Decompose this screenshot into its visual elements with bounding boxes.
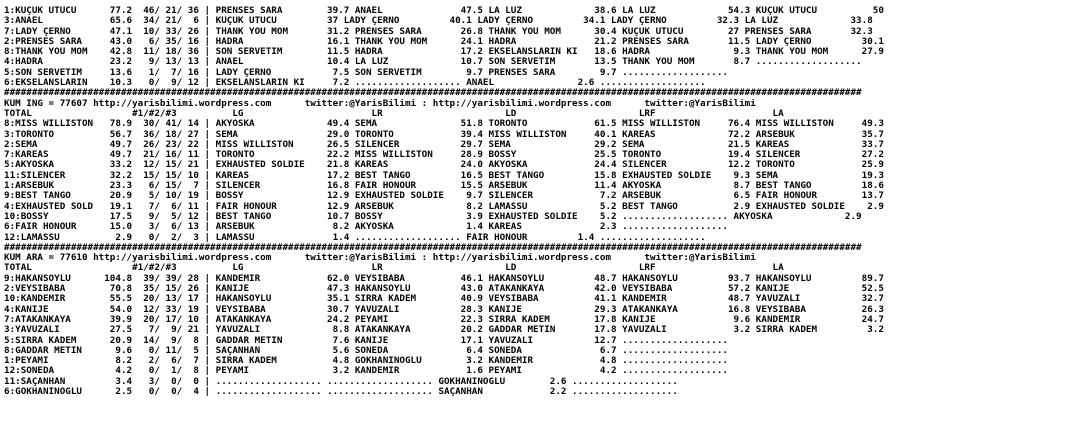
column-header-line: TOTAL #1/#2/#3 LG LR LD LRF LA: [4, 263, 784, 274]
text-line: 9:BEST TANGO 20.9 5/ 10/ 19 | BOSSY 12.9 EXHAUSTED SOLDIE 9.7 SILENCER 7.2 ARSEBÜK 6.5 FAIR HONOUR 13.7: [4, 191, 884, 202]
text-line: 1:KÜÇÜK ÜTÜCÜ 77.2 46/ 21/ 36 | PRENSES SARA 39.7 ANAEL 47.5 LA LUZ 38.6 LA LUZ 54.3 KÜÇÜK ÜTÜCÜ 50: [4, 6, 884, 16]
text-line: 4:KANİJE 54.0 12/ 33/ 19 | VEYSİBABA 30.7 YAVUZALİ 28.3 KANİJE 29.3 ATAKANKAYA 16.8 VEYSİBABA 26.3: [4, 304, 884, 315]
race-header-line: KUM İNG = 77607 http://yarisbilimi.wordpress.com twitter:@YarisBilimi : http://yarisbilimi.wordpress.com twitter:@YarisBilimi: [4, 98, 756, 109]
text-line: 2:VEYSİBABA 70.8 35/ 15/ 26 | KANİJE 47.3 HAKANSOYLU 43.0 ATAKANKAYA 42.0 VEYSİBABA 57.2 KANİJE 52.5: [4, 284, 884, 295]
text-line: 10:BOSSY 17.5 9/ 5/ 12 | BEST TANGO 10.7 BOSSY 3.9 EXHAUSTED SOLDIE 5.2 ................... AKYOSKA 2.9: [4, 211, 862, 222]
text-line: 1:ARSEBÜK 23.3 6/ 15/ 7 | SILENCER 16.8 FAIR HONOUR 15.5 ARSEBÜK 11.4 AKYOSKA 8.7 BEST TANGO 18.6: [4, 181, 884, 192]
text-line: 2:PRENSES SARA 43.0 6/ 35/ 16 | HADRA 16.1 THANK YOU MOM 24.1 HADRA 21.2 PRENSES SARA 11.5 LADY ÇERNO 30.1: [4, 36, 884, 47]
text-line: 5:SON SERVETİM 13.6 1/ 7/ 16 | LADY ÇERNO 7.5 SON SERVETİM 9.7 PRENSES SARA 9.7 ...................: [4, 67, 728, 78]
text-line: 12:SONEDA 4.2 0/ 1/ 8 | PEYAMİ 3.2 KANDEMİR 1.6 PEYAMİ 4.2 ...................: [4, 366, 728, 377]
text-line: 3:TORONTO 56.7 36/ 18/ 27 | SEMA 29.0 TORONTO 39.4 MISS WILLISTON 40.1 KAREAS 72.2 ARSEBÜK 35.7: [4, 129, 884, 140]
text-line: 8:MISS WILLISTON 78.9 30/ 41/ 14 | AKYOSKA 49.4 SEMA 51.8 TORONTO 61.5 MISS WILLISTON 76.4 MISS WILLISTON 49.3: [4, 119, 884, 130]
race-header-line: KUM ARA = 77610 http://yarisbilimi.wordpress.com twitter:@YarisBilimi : http://yarisbilimi.wordpress.com twitter:@YarisBilimi: [4, 253, 756, 264]
text-line: 2:SEMA 49.7 26/ 23/ 22 | MISS WILLISTON 26.5 SILENCER 29.7 SEMA 29.2 SEMA 21.5 KAREAS 33.7: [4, 139, 884, 150]
text-line: 9:HAKANSOYLU 104.8 39/ 39/ 28 | KANDEMİR 62.0 VEYSİBABA 46.1 HAKANSOYLU 48.7 HAKANSOYLU 93.7 HAKANSOYLU 89.7: [4, 273, 884, 284]
separator-line: ##########################################################################################################################################################: [4, 88, 862, 99]
text-line: 5:SIRRA KADEM 20.9 14/ 9/ 8 | GADDAR METİN 7.6 KANİJE 17.1 YAVUZALİ 12.7 ...................: [4, 335, 728, 346]
text-line: 11:SAÇANHAN 3.4 3/ 0/ 0 | ................... ................... GÖKHANINOĞLU 2.6 ...................: [4, 376, 678, 387]
separator-line: ##########################################################################################################################################################: [4, 242, 862, 253]
text-line: 8:THANK YOU MOM 42.8 11/ 18/ 36 | SON SERVETİM 11.5 HADRA 17.2 EKSELANSLARIN KI 18.6 HADRA 9.3 THANK YOU MOM 27.9: [4, 47, 884, 58]
text-line: 6:GÖKHANINOĞLU 2.5 0/ 0/ 4 | ................... ................... SAÇANHAN 2.2 ...................: [4, 386, 678, 397]
text-line: 8:GADDAR METİN 9.6 0/ 11/ 5 | SAÇANHAN 5.6 SONEDA 6.4 SONEDA 6.7 ...................: [4, 345, 728, 356]
text-line: 6:EKSELANSLARIN 10.3 0/ 9/ 12 | EKSELANSLARIN KI 7.2 ................... ANAEL 2.6 ...................: [4, 78, 706, 89]
text-line: 12:LAMASSU 2.9 0/ 2/ 3 | LAMASSU 1.4 ................... FAIR HONOUR 1.4 ...................: [4, 232, 706, 243]
text-line: 4:HADRA 23.2 9/ 13/ 13 | ANAEL 10.4 LA LUZ 10.7 SON SERVETİM 13.5 THANK YOU MOM 8.7 ...................: [4, 57, 862, 68]
text-line: 7:ATAKANKAYA 39.9 20/ 17/ 10 | ATAKANKAYA 24.2 PEYAMİ 22.3 SIRRA KADEM 17.8 KANİJE 9.6 KANDEMİR 24.7: [4, 314, 884, 325]
text-line: 1:PEYAMİ 8.2 2/ 6/ 7 | SIRRA KADEM 4.8 GÖKHANINOĞLU 3.2 KANDEMİR 4.8 ...................: [4, 356, 728, 367]
text-line: 4:EXHAUSTED SOLD 19.1 7/ 6/ 11 | FAIR HONOUR 12.9 ARSEBÜK 8.2 LAMASSU 5.2 BEST TANGO 2.9 EXHAUSTED SOLDIE 2.9: [4, 201, 884, 212]
text-line: 10:KANDEMİR 55.5 20/ 13/ 17 | HAKANSOYLU 35.1 SIRRA KADEM 40.9 VEYSİBABA 41.1 KANDEMİR 48.7 YAVUZALİ 32.7: [4, 294, 884, 305]
text-line: 6:FAIR HONOUR 15.0 3/ 6/ 13 | ARSEBÜK 8.2 AKYOSKA 1.4 KAREAS 2.3 ...................: [4, 222, 728, 233]
text-line: 7:KAREAS 49.7 21/ 16/ 11 | TORONTO 22.2 MISS WILLISTON 28.9 BOSSY 25.5 TORONTO 19.4 SILENCER 27.2: [4, 150, 884, 161]
text-line: 3:ANAEL 65.6 34/ 21/ 6 | KÜÇÜK ÜTÜCÜ 37 LADY ÇERNO 40.1 LADY ÇERNO 34.1 LADY ÇERNO 32.3 LA LUZ 33.8: [4, 16, 873, 27]
text-line: 11:SILENCER 32.2 15/ 15/ 10 | KAREAS 17.2 BEST TANGO 16.5 BEST TANGO 15.8 EXHAUSTED SOLDIE 9.3 SEMA 19.3: [4, 170, 884, 181]
text-line: 3:YAVUZALİ 27.5 7/ 9/ 21 | YAVUZALİ 8.8 ATAKANKAYA 20.2 GADDAR METİN 17.8 YAVUZALİ 3.2 SIRRA KADEM 3.2: [4, 325, 884, 336]
text-line: 7:LADY ÇERNO 47.1 10/ 33/ 26 | THANK YOU MOM 31.2 PRENSES SARA 26.8 THANK YOU MOM 30.4 KÜÇÜK ÜTÜCÜ 27 PRENSES SARA 32.3: [4, 26, 873, 37]
text-line: 5:AKYOSKA 33.2 12/ 15/ 21 | EXHAUSTED SOLDIE 21.8 KAREAS 24.0 AKYOSKA 24.4 SILENCER 12.2 TORONTO 25.9: [4, 160, 884, 171]
column-header-line: TOTAL #1/#2/#3 LG LR LD LRF LA: [4, 108, 784, 119]
